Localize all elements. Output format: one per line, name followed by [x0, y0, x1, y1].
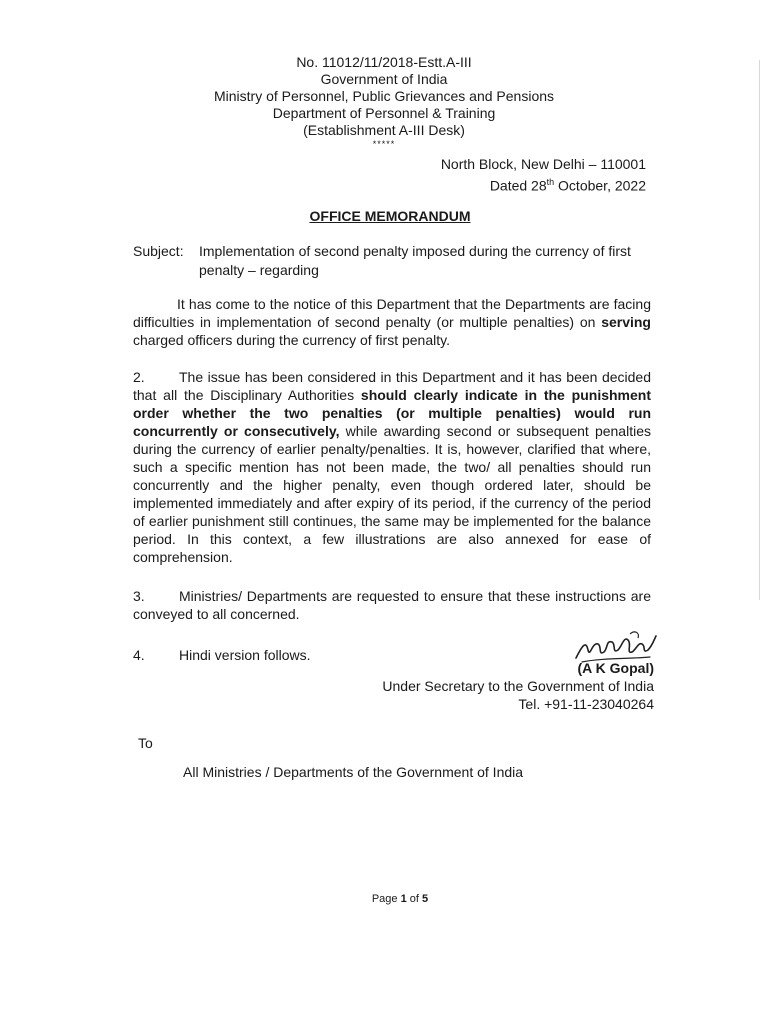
- paragraph-2: [133, 368, 651, 566]
- separator-stars: *****: [372, 139, 396, 149]
- signatory-name: (A K Gopal): [577, 660, 654, 676]
- paragraph-1: [133, 295, 651, 349]
- paragraph-4-text: Hindi version follows.: [179, 647, 311, 663]
- signatory-designation: Under Secretary to the Government of India: [382, 678, 654, 694]
- paragraph-1-text-c: charged officers during the currency of first penalty.: [133, 332, 450, 348]
- date-ordinal: th: [546, 177, 555, 187]
- paragraph-3-number: 3.: [133, 588, 145, 604]
- signatory-block: [382, 659, 654, 713]
- department-name: Department of Personnel & Training: [272, 105, 496, 121]
- date-prefix: Dated 28: [489, 177, 547, 194]
- date: [441, 173, 646, 195]
- subject-label: Subject:: [133, 243, 184, 259]
- paragraph-1-text-a: It has come to the notice of this Department that the Departments are facing difficulties in implementation of second penalty (or multiple penalties) on: [133, 296, 651, 330]
- current-page: 1: [400, 893, 407, 905]
- letterhead: [0, 54, 768, 149]
- page-of: of: [406, 893, 423, 905]
- total-pages: 5: [422, 893, 429, 905]
- paragraph-2-number: 2.: [133, 369, 145, 385]
- paragraph-1-emphasis: serving: [601, 314, 651, 330]
- subject: [133, 242, 663, 280]
- ministry-name: Ministry of Personnel, Public Grievances and Pensions: [213, 88, 555, 104]
- place-and-date: [441, 155, 646, 195]
- addressee: All Ministries / Departments of the Government of India: [183, 764, 524, 780]
- page-prefix: Page: [371, 893, 401, 905]
- signatory-telephone: Tel. +91-11-23040264: [518, 696, 654, 712]
- government-name: Government of India: [320, 71, 448, 87]
- file-number: No. 11012/11/2018-Estt.A-III: [296, 54, 472, 70]
- subject-text: Implementation of second penalty imposed during the currency of first penalty – regarding: [199, 243, 631, 278]
- address: North Block, New Delhi – 110001: [440, 156, 646, 172]
- desk-name: (Establishment A-III Desk): [303, 122, 465, 138]
- page-number: [0, 893, 768, 905]
- paragraph-4-number: 4.: [133, 647, 145, 663]
- memo-title: OFFICE MEMORANDUM: [309, 208, 471, 224]
- paragraph-2-text-c: while awarding second or subsequent penalties during the currency of earlier penalty/penalties. It is, however, clarified that where, such a specific mention has not been made, the two/ all penalties should run concurrently and the higher penalty, even though ordered later, should be implemented immediately and after expiry of its period, if the currency of the period of earlier punishment still continues, the same may be implemented for the balance period. In this context, a few illustrations are also annexed for ease of comprehension.: [133, 423, 651, 565]
- paragraph-3-text: Ministries/ Departments are requested to ensure that these instructions are conveyed to all concerned.: [133, 588, 651, 622]
- paragraph-2-emphasis: should clearly indicate in the punishment order whether the two penalties (or multiple penalties) would run concurrently or consecutively,: [133, 387, 651, 439]
- to-label: To: [138, 735, 153, 751]
- paragraph-2-text-a: The issue has been considered in this Department and it has been decided that all the Disciplinary Authorities: [133, 369, 651, 403]
- paragraph-3: [133, 587, 651, 623]
- date-suffix: October, 2022: [554, 177, 646, 194]
- scan-edge-line: [759, 60, 760, 600]
